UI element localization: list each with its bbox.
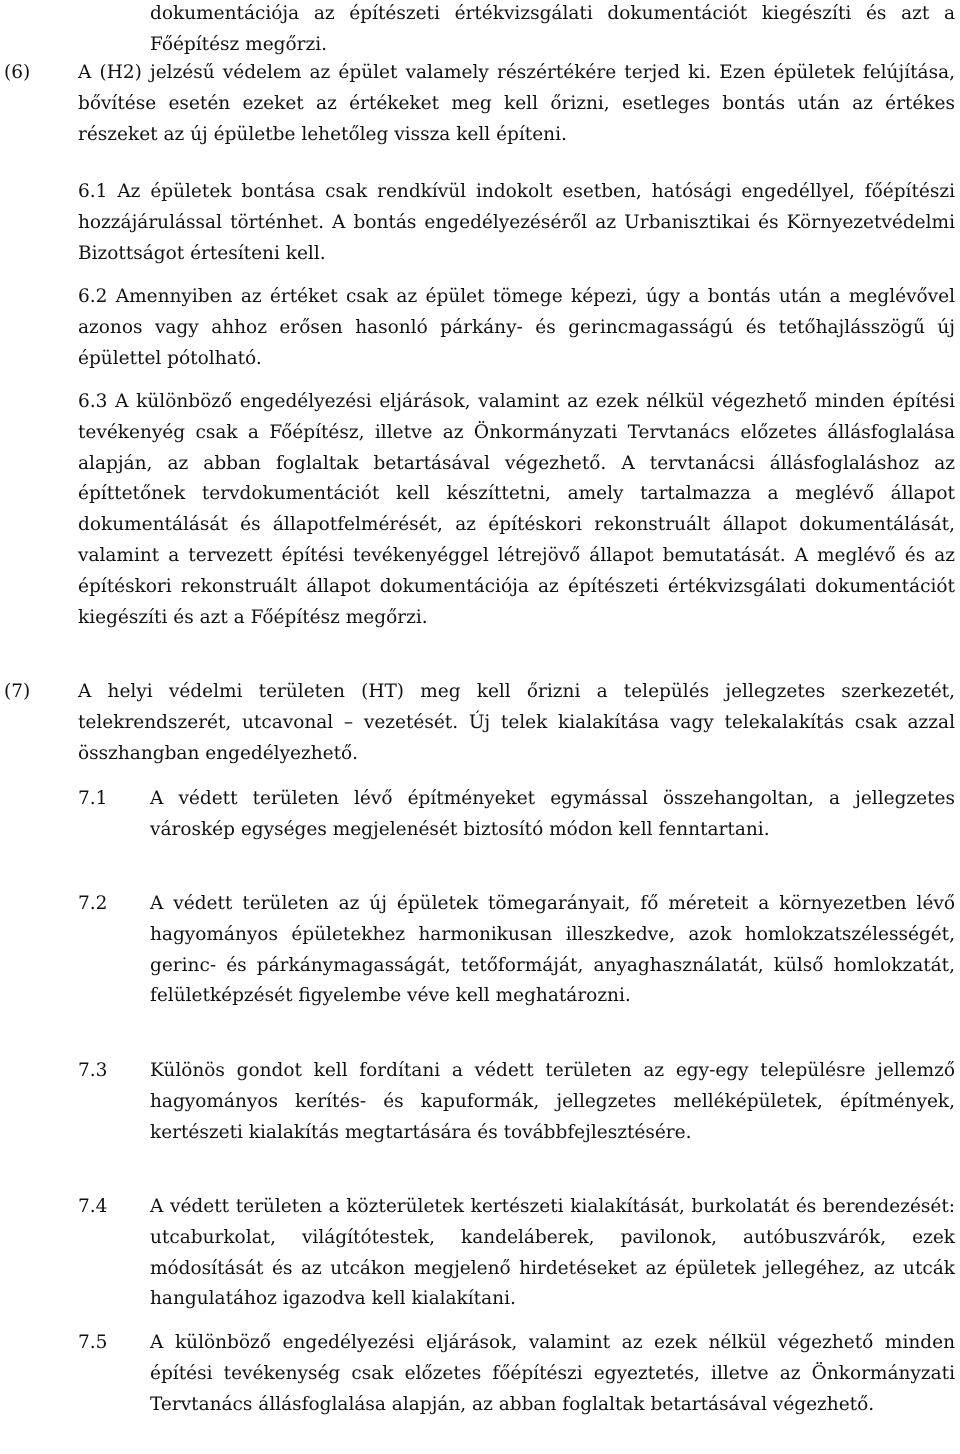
item-7-4-text: A védett területen a közterületek kertészeti kialakítását, burkolatát és berendezését: utcaburkolat, világítótestek, kandeláberek, pavilonok, autóbuszvárók, ezek módosítását és az utcákon megjelenő hirdetéseket az épületek jellegéhez, az utcák hangulatához igazodva kell kialakítani. [150, 1196, 955, 1310]
item-7-1-number: 7.1 [78, 788, 108, 809]
item-7-3-number: 7.3 [78, 1060, 108, 1081]
item-7-5-text: A különböző engedélyezési eljárások, valamint az ezek nélkül végezhető minden építési tevékenység csak előzetes főépítészi egyeztetés, illetve az Önkormányzati Tervtanács állásfoglalása alapján, az abban foglaltak betartásával végezhető. [150, 1332, 955, 1415]
section-7-text: A helyi védelmi területen (HT) meg kell őrizni a település jellegzetes szerkezetét, telekrendszerét, utcavonal – vezetését. Új telek kialakítása vagy telekalakítás csak azzal összhangban engedélyezhető. [78, 681, 955, 764]
section-6-text: A (H2) jelzésű védelem az épület valamely részértékére terjed ki. Ezen épületek felújítása, bővítése esetén ezeket az értékeket meg kell őrizni, esetleges bontás után az értékes részeket az új épületbe lehetőleg vissza kell építeni. [78, 62, 955, 145]
paragraph-6-2: 6.2 Amennyiben az értéket csak az épület tömege képezi, úgy a bontás után a meglévővel azonos vagy ahhoz erősen hasonló párkány- és gerincmagasságú és tetőhajlásszögű új épülettel pótolható. [78, 286, 955, 369]
item-7-3-text: Különös gondot kell fordítani a védett területen az egy-egy településre jellemző hagyományos kerítés- és kapuformák, jellegzetes melléképületek, építmények, kertészeti kialakítás megtartására és továbbfejlesztésére. [150, 1060, 955, 1143]
paragraph-6-3: 6.3 A különböző engedélyezési eljárások, valamint az ezek nélkül végezhető minden építési tevékenyég csak a Főépítész, illetve az Önkormányzati Tervtanács előzetes állásfoglalása alapján, az abban foglaltak betartásával végezhető. A tervtanácsi állásfoglaláshoz az építtetőnek tervdokumentációt kell készíttetni, amely tartalmazza a meglévő állapot dokumentálását és állapotfelmérését, az építéskori rekonstruált állapot dokumentálását, valamint a tervezett építési tevékenyéggel létrejövő állapot bemutatását. A meglévő és az építéskori rekonstruált állapot dokumentációja az építészeti értékvizsgálati dokumentációt kiegészíti és azt a Főépítész megőrzi. [78, 391, 955, 628]
item-7-1-text: A védett területen lévő építményeket egymással összehangoltan, a jellegzetes városkép egységes megjelenését biztosító módon kell fenntartani. [150, 788, 955, 840]
item-7-2-number: 7.2 [78, 893, 108, 914]
item-7-4-number: 7.4 [78, 1196, 108, 1217]
paragraph-intro: dokumentációja az építészeti értékvizsgálati dokumentációt kiegészíti és azt a Főépítész megőrzi. [150, 3, 955, 55]
item-7-5-number: 7.5 [78, 1332, 108, 1353]
item-7-2-text: A védett területen az új épületek tömegarányait, fő méreteit a környezetben lévő hagyományos épületekhez harmonikusan illeszkedve, azok homlokzatszélességét, gerinc- és párkánymagasságát, tetőformáját, anyaghasználatát, külső homlokzatát, felületképzését figyelembe véve kell meghatározni. [150, 893, 955, 1007]
paragraph-6-1: 6.1 Az épületek bontása csak rendkívül indokolt esetben, hatósági engedéllyel, főépítészi hozzájárulással történhet. A bontás engedélyezéséről az Urbanisztikai és Környezetvédelmi Bizottságot értesíteni kell. [78, 181, 955, 264]
section-7-number: (7) [4, 681, 31, 702]
section-6-number: (6) [4, 62, 31, 83]
